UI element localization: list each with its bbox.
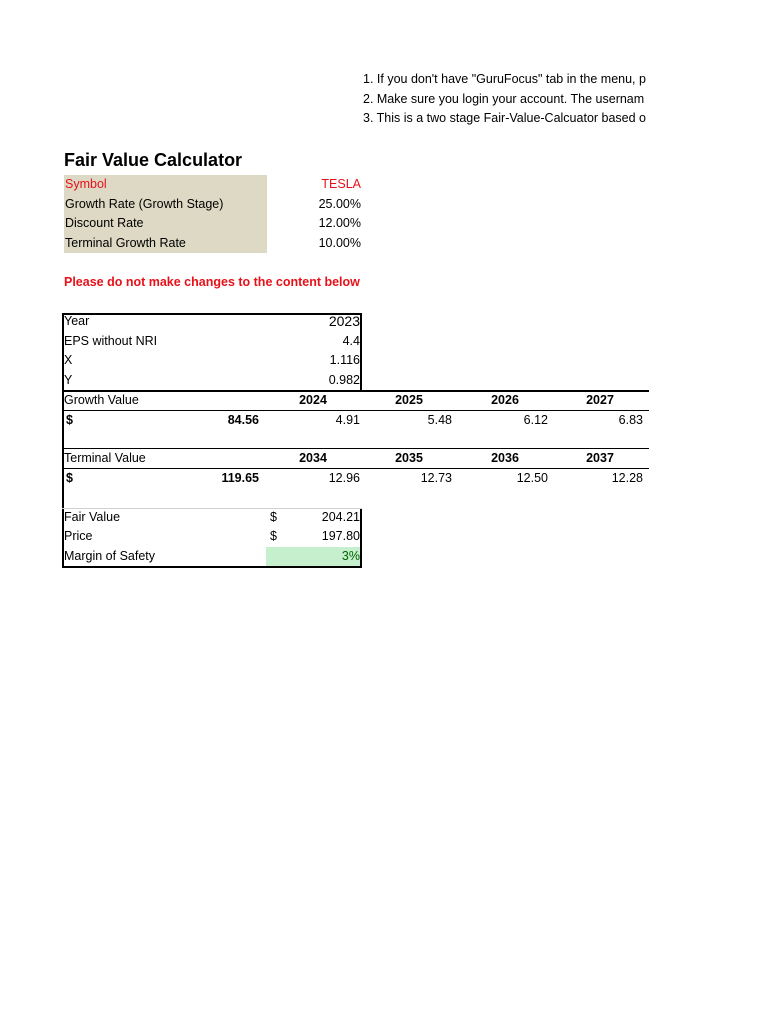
discount-rate-cell[interactable]: 12.00% xyxy=(318,216,361,230)
y-label: Y xyxy=(64,373,73,387)
input-row-symbol xyxy=(62,175,361,195)
discount-rate-label: Discount Rate xyxy=(64,214,267,234)
terminal-growth-rate-cell[interactable]: 10.00% xyxy=(318,235,361,250)
growth-currency: $ xyxy=(66,413,73,427)
growth-value-3: 6.12 xyxy=(523,413,548,427)
eps-label: EPS without NRI xyxy=(64,334,158,348)
growth-year-1: 2024 xyxy=(299,393,327,407)
growth-year-2: 2025 xyxy=(395,393,423,407)
terminal-growth-rate-label: Terminal Growth Rate xyxy=(64,234,267,254)
input-row-discount-rate xyxy=(62,214,361,234)
growth-value-2: 5.48 xyxy=(427,413,452,427)
price-label: Price xyxy=(64,529,93,543)
year-label: Year xyxy=(64,314,90,328)
year-value: 2023 xyxy=(328,313,360,329)
note-3: 3. This is a two stage Fair-Value-Calcuator based o xyxy=(363,111,647,125)
growth-value-label: Growth Value xyxy=(64,393,139,407)
terminal-year-1: 2034 xyxy=(299,451,327,465)
input-row-terminal-growth-rate xyxy=(62,234,361,254)
fair-value-currency: $ xyxy=(270,510,277,524)
page-title: Fair Value Calculator xyxy=(64,150,243,170)
growth-value-1: 4.91 xyxy=(335,413,360,427)
terminal-year-2: 2035 xyxy=(395,451,423,465)
terminal-year-4: 2037 xyxy=(586,451,614,465)
terminal-total: 119.65 xyxy=(221,471,259,485)
terminal-currency: $ xyxy=(66,471,73,485)
terminal-value-1: 12.96 xyxy=(328,471,360,485)
growth-year-3: 2026 xyxy=(491,393,519,407)
growth-rate-cell[interactable]: 25.00% xyxy=(318,196,361,211)
growth-rate-label: Growth Rate (Growth Stage) xyxy=(64,195,267,215)
note-2: 2. Make sure you login your account. The usernam xyxy=(363,91,645,106)
fair-value-amount: 204.21 xyxy=(321,510,360,524)
terminal-value-label: Terminal Value xyxy=(64,451,146,465)
symbol-label: Symbol xyxy=(64,175,267,195)
summary-bottom-border xyxy=(62,566,362,568)
margin-label: Margin of Safety xyxy=(64,549,156,563)
price-amount: 197.80 xyxy=(321,529,360,543)
eps-value: 4.4 xyxy=(342,334,360,348)
instruction-notes xyxy=(363,70,649,129)
margin-of-safety-value: 3% xyxy=(266,547,360,566)
price-currency: $ xyxy=(270,529,277,543)
warning-text: Please do not make changes to the content below xyxy=(64,275,360,289)
terminal-year-3: 2036 xyxy=(491,451,519,465)
x-label: X xyxy=(64,353,73,367)
growth-year-4: 2027 xyxy=(586,393,614,407)
summary-right-border xyxy=(360,508,362,567)
terminal-value-4: 12.28 xyxy=(611,471,643,485)
terminal-value-3: 12.50 xyxy=(516,471,548,485)
input-row-growth-rate xyxy=(62,195,361,215)
growth-value-4: 6.83 xyxy=(618,413,643,427)
y-value: 0.982 xyxy=(328,373,360,387)
note-1: 1. If you don't have "GuruFocus" tab in the menu, p xyxy=(363,72,646,86)
growth-total: 84.56 xyxy=(227,413,259,427)
fair-value-label: Fair Value xyxy=(64,510,121,524)
terminal-value-2: 12.73 xyxy=(420,471,452,485)
x-value: 1.116 xyxy=(329,353,360,367)
input-table xyxy=(62,175,361,253)
calc-right-border xyxy=(360,313,362,392)
symbol-cell[interactable]: TESLA xyxy=(321,177,361,191)
